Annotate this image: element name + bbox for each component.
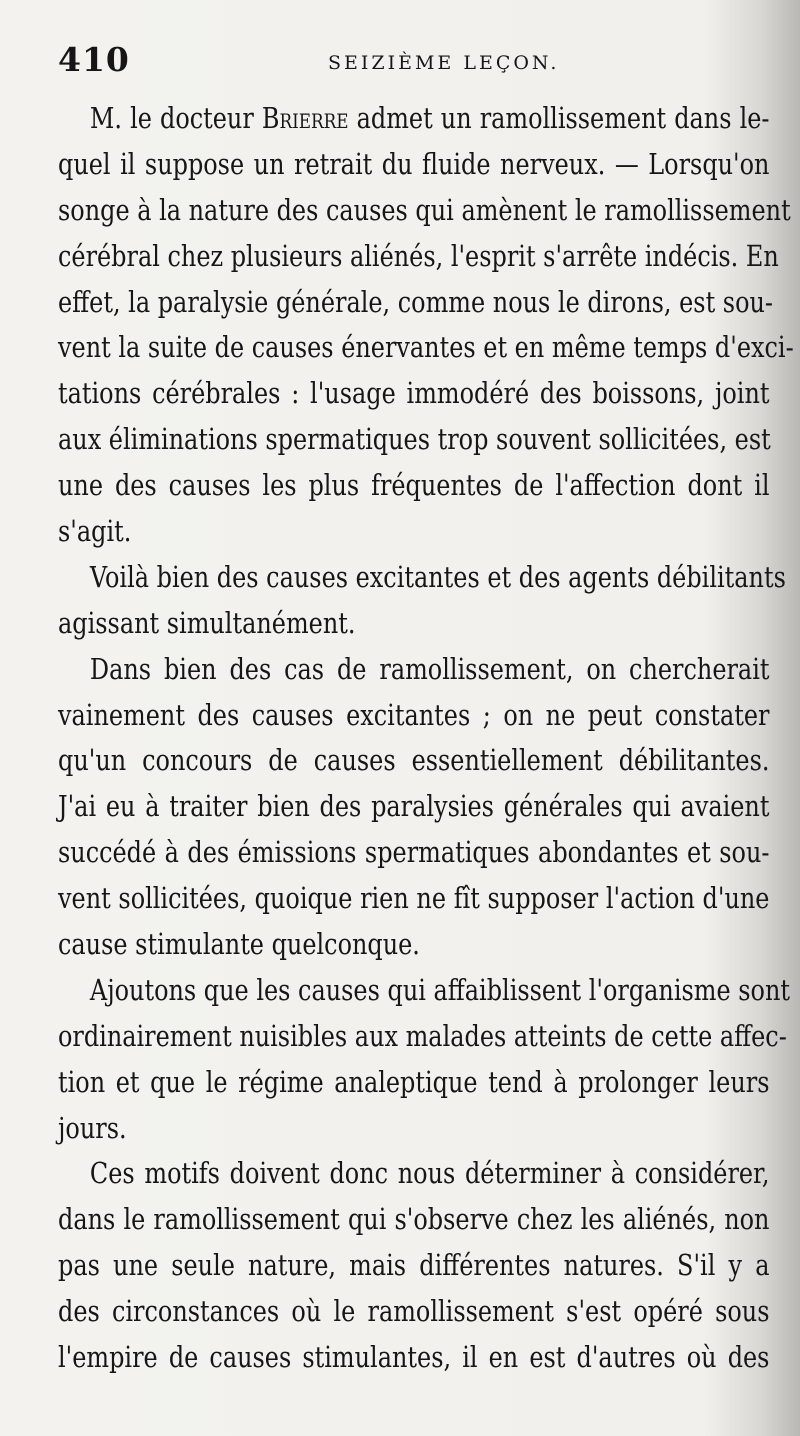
text-line: cérébral chez plusieurs aliénés, l'esprit s'arrête indécis. En xyxy=(58,239,779,273)
text-segment: M. le docteur xyxy=(89,102,262,135)
text-line: quel il suppose un retrait du fluide nerveux. — Lorsqu'on xyxy=(58,147,770,181)
author-name: Brierre xyxy=(261,102,349,135)
text-line: dans le ramollissement qui s'observe chez les aliénés, non xyxy=(58,1203,770,1237)
text-line: vent la suite de causes énervantes et en même temps d'exci- xyxy=(58,331,794,365)
text-line: pas une seule nature, mais différentes natures. S'il y a xyxy=(58,1249,770,1283)
page-number: 410 xyxy=(58,40,130,79)
text-line: tion et que le régime analeptique tend à prolonger leurs xyxy=(58,1065,770,1099)
text-line: Dans bien des cas de ramollissement, on chercherait xyxy=(89,652,770,686)
text-segment: admet un ramollissement dans le- xyxy=(348,102,770,135)
running-title: SEIZIÈME LEÇON. xyxy=(328,52,560,74)
text-line: tations cérébrales : l'usage immodéré des boissons, joint xyxy=(58,377,770,411)
text-line: l'empire de causes stimulantes, il en est d'autres où des xyxy=(58,1341,770,1375)
body-text xyxy=(58,96,794,1381)
text-line xyxy=(58,96,769,142)
text-line: vainement des causes excitantes ; on ne peut constater xyxy=(58,698,770,732)
text-line: ordinairement nuisibles aux malades atteints de cette affec- xyxy=(58,1019,787,1053)
text-line: songe à la nature des causes qui amènent le ramollissement xyxy=(58,193,791,227)
text-line: succédé à des émissions spermatiques abondantes et sou- xyxy=(58,836,770,870)
text-line: aux éliminations spermatiques trop souvent sollicitées, est xyxy=(58,423,771,457)
text-line: Ces motifs doivent donc nous déterminer à considérer, xyxy=(89,1157,770,1191)
text-line: agissant simultanément. xyxy=(58,606,356,640)
text-line: J'ai eu à traiter bien des paralysies générales qui avaient xyxy=(58,790,770,824)
text-line: jours. xyxy=(58,1111,127,1145)
text-line: cause stimulante quelconque. xyxy=(58,928,420,962)
text-line: s'agit. xyxy=(58,515,132,549)
text-line: des circonstances où le ramollissement s'est opéré sous xyxy=(58,1295,770,1329)
text-line: Ajoutons que les causes qui affaiblissent l'organisme sont xyxy=(89,973,791,1007)
running-head xyxy=(58,40,763,84)
text-line: qu'un concours de causes essentiellement débilitantes. xyxy=(58,744,770,778)
text-line: vent sollicitées, quoique rien ne fît supposer l'action d'une xyxy=(58,882,770,916)
text-line: Voilà bien des causes excitantes et des agents débilitants xyxy=(89,560,786,594)
text-line: effet, la paralysie générale, comme nous le dirons, est sou- xyxy=(58,285,774,319)
text-line: une des causes les plus fréquentes de l'affection dont il xyxy=(58,469,770,503)
